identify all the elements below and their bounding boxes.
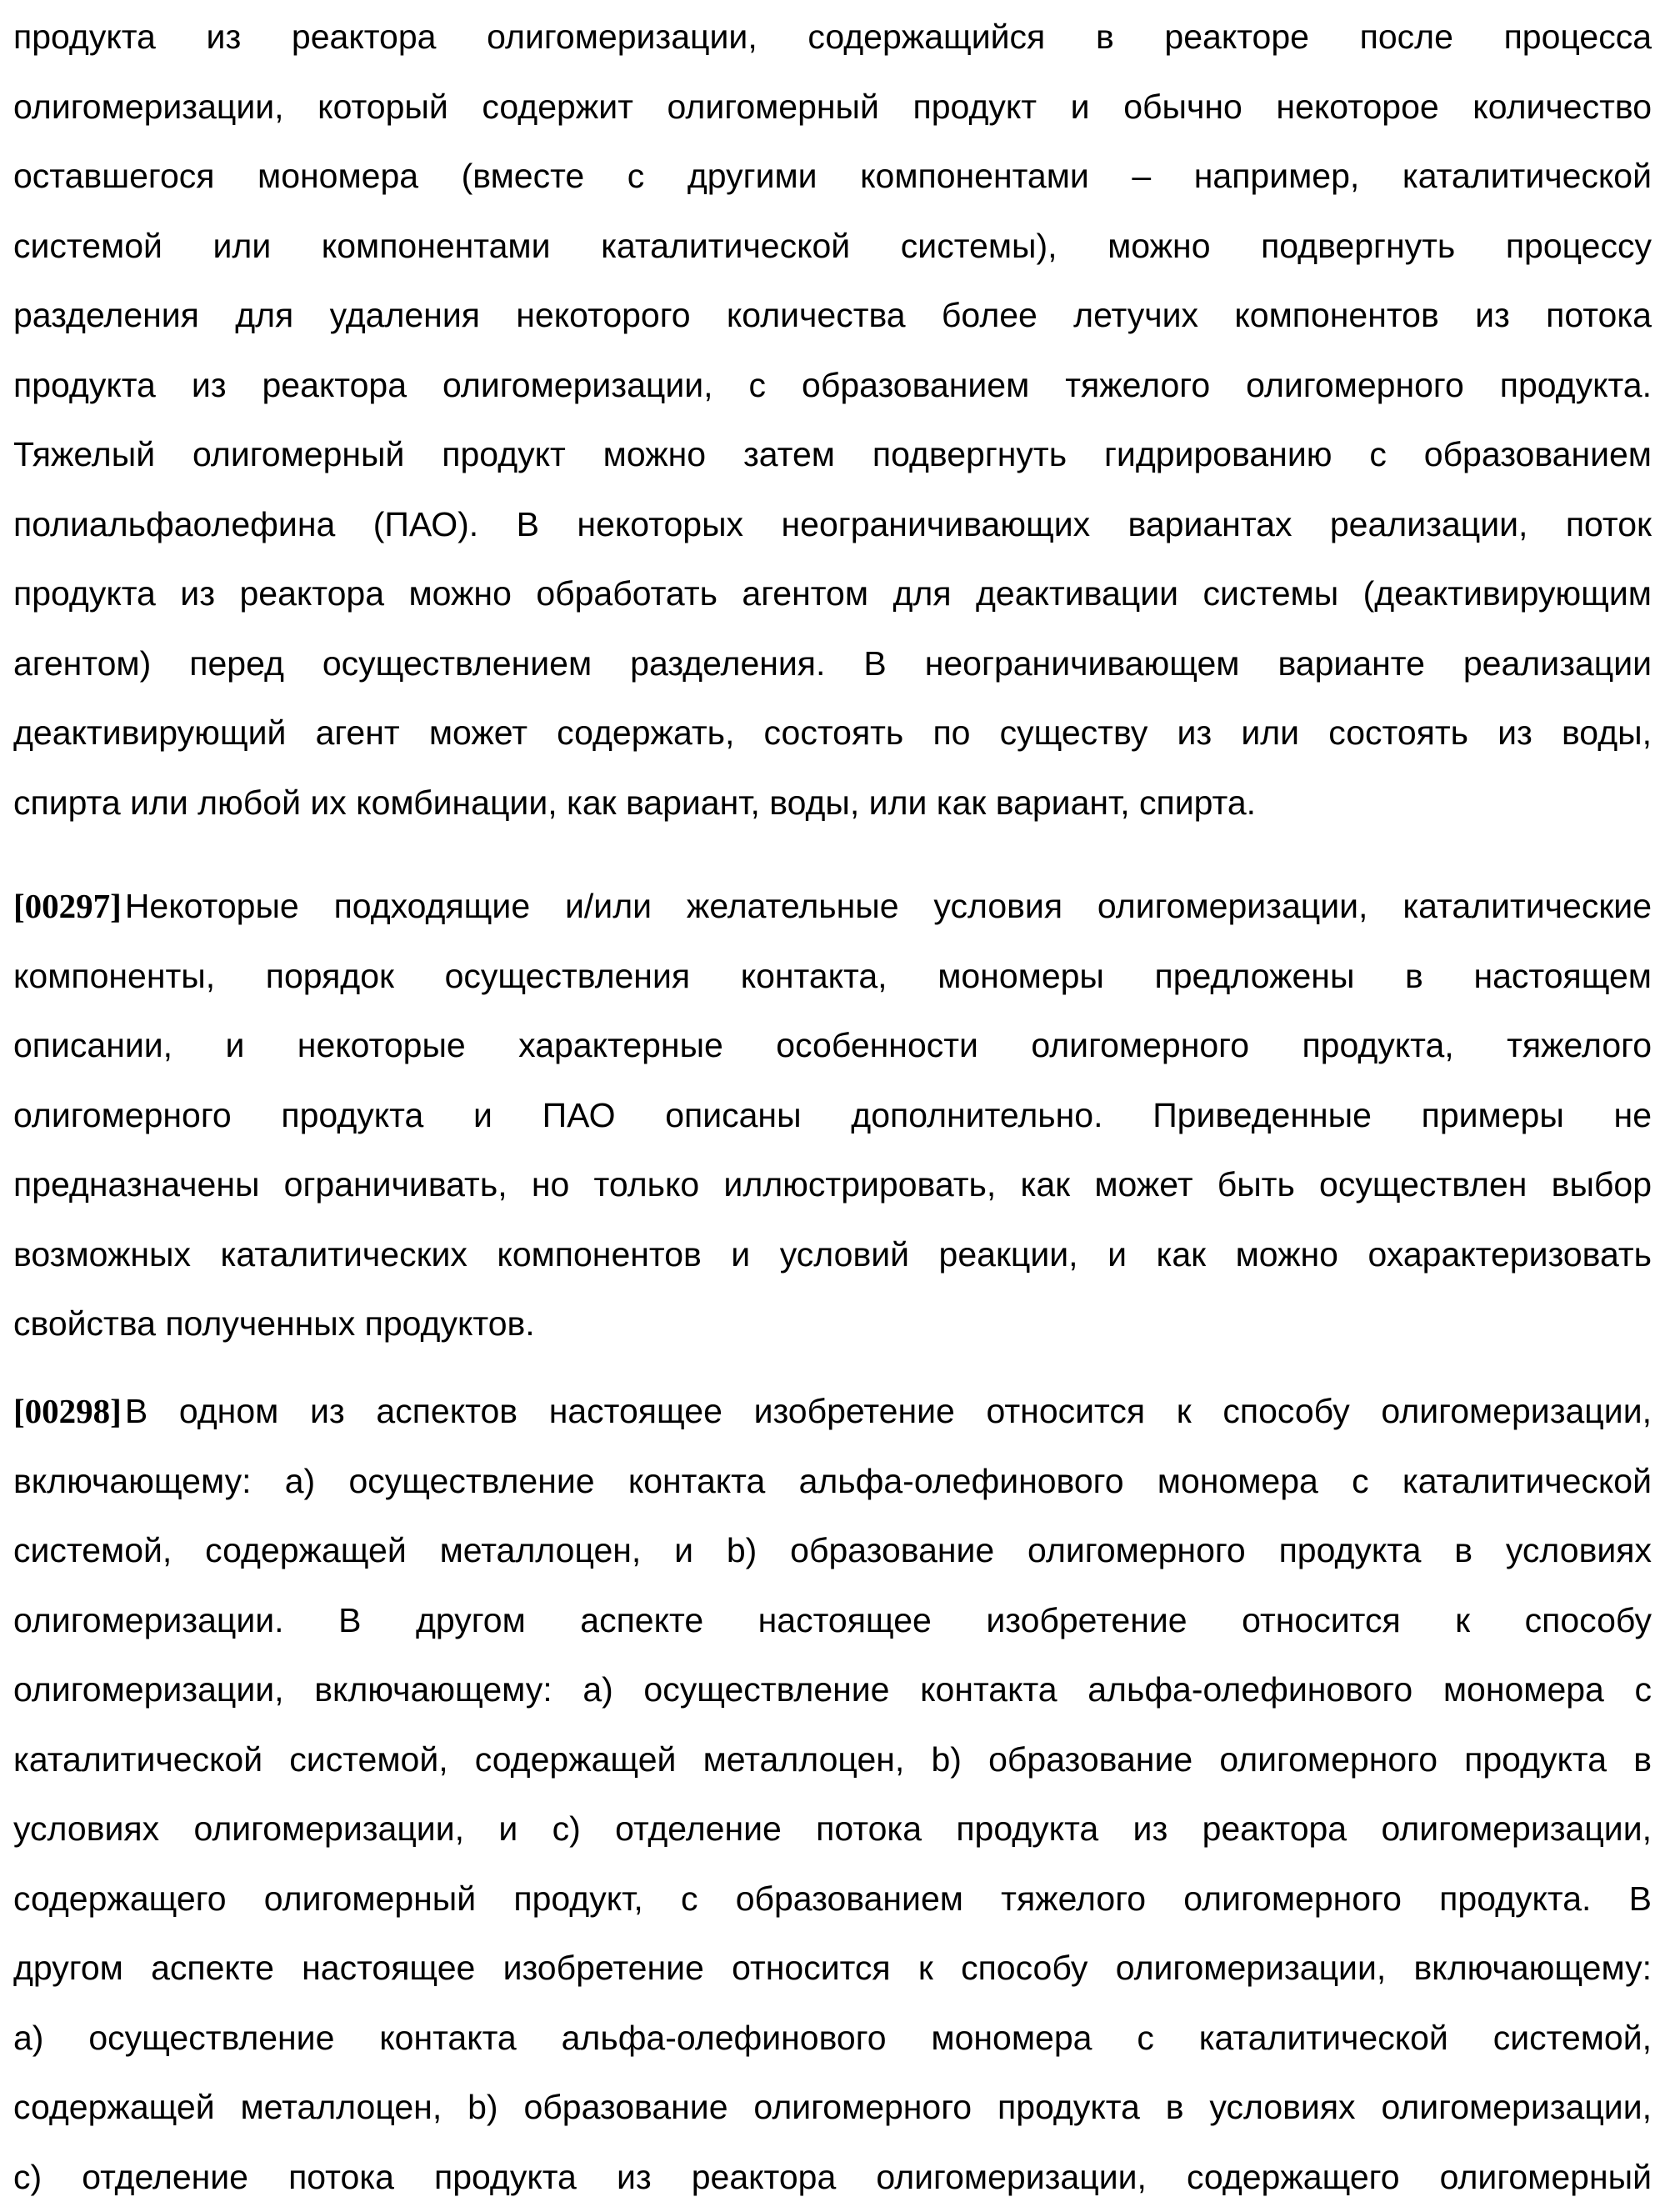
text-line: [13, 1794, 1652, 1864]
text-line: [13, 420, 1652, 490]
line-text: В одном из аспектов настоящее изобретение относится к способу олигомеризации,: [125, 1392, 1652, 1430]
text-line: [13, 212, 1652, 282]
text-line: [13, 1934, 1652, 2004]
line-text: олигомерного продукта и ПАО описаны дополнительно. Приведенные примеры не: [13, 1096, 1652, 1134]
line-text: содержащей металлоцен, b) образование олигомерного продукта в условиях олигомеризации,: [13, 2088, 1652, 2126]
text-line: [13, 1725, 1652, 1795]
text-line: [13, 281, 1652, 351]
line-text: продукта из реактора можно обработать агентом для деактивации системы (деактивирующим: [13, 574, 1652, 613]
text-line: [13, 698, 1652, 768]
line-text: Тяжелый олигомерный продукт можно затем подвергнуть гидрированию с образованием: [13, 435, 1652, 473]
line-text: предназначены ограничивать, но только иллюстрировать, как может быть осуществлен выбор: [13, 1165, 1652, 1204]
line-text: продукта из реактора олигомеризации, содержащийся в реакторе после процесса: [13, 18, 1652, 56]
paragraph-00298: [13, 1377, 1652, 2212]
line-text: Некоторые подходящие и/или желательные условия олигомеризации, каталитические: [125, 887, 1652, 925]
text-line: [13, 559, 1652, 629]
line-text: оставшегося мономера (вместе с другими компонентами – например, каталитической: [13, 157, 1652, 195]
text-line: [13, 2143, 1652, 2212]
line-text: спирта или любой их комбинации, как вариант, воды, или как вариант, спирта.: [13, 783, 1256, 822]
text-line: [13, 872, 1652, 942]
paragraph-number: [00298]: [13, 1392, 122, 1430]
text-line: [13, 1081, 1652, 1151]
text-line: [13, 1864, 1652, 1934]
line-text: содержащего олигомерный продукт, с образованием тяжелого олигомерного продукта. В: [13, 1879, 1652, 1918]
text-line: [13, 1516, 1652, 1586]
paragraph-continuation: [13, 3, 1652, 838]
line-text: компоненты, порядок осуществления контакта, мономеры предложены в настоящем: [13, 957, 1652, 995]
text-line: [13, 1377, 1652, 1447]
text-line: [13, 942, 1652, 1012]
line-text: описании, и некоторые характерные особенности олигомерного продукта, тяжелого: [13, 1026, 1652, 1064]
line-text: олигомеризации, включающему: a) осуществление контакта альфа-олефинового мономера с: [13, 1670, 1652, 1709]
line-text: продукта из реактора олигомеризации, с образованием тяжелого олигомерного продукта.: [13, 366, 1652, 404]
text-line: [13, 1289, 1652, 1359]
text-line: [13, 1011, 1652, 1081]
text-line: [13, 490, 1652, 560]
line-text: агентом) перед осуществлением разделения. В неограничивающем варианте реализации: [13, 644, 1652, 683]
text-line: [13, 1586, 1652, 1656]
line-text: системой или компонентами каталитической системы), можно подвергнуть процессу: [13, 227, 1652, 265]
line-text: включающему: a) осуществление контакта альфа-олефинового мономера с каталитической: [13, 1462, 1652, 1500]
text-line: [13, 3, 1652, 73]
line-text: свойства полученных продуктов.: [13, 1304, 535, 1343]
text-line: [13, 73, 1652, 143]
text-line: [13, 1655, 1652, 1725]
text-line: [13, 629, 1652, 699]
line-text: деактивирующий агент может содержать, состоять по существу из или состоять из воды,: [13, 713, 1652, 752]
text-line: [13, 1220, 1652, 1290]
line-text: полиальфаолефина (ПАО). В некоторых неограничивающих вариантах реализации, поток: [13, 505, 1652, 543]
line-text: условиях олигомеризации, и c) отделение потока продукта из реактора олигомеризации,: [13, 1809, 1652, 1848]
text-line: [13, 2004, 1652, 2074]
line-text: c) отделение потока продукта из реактора олигомеризации, содержащего олигомерный: [13, 2158, 1652, 2196]
line-text: a) осуществление контакта альфа-олефинового мономера с каталитической системой,: [13, 2019, 1652, 2057]
paragraph-00297: [13, 872, 1652, 1359]
text-line: [13, 1150, 1652, 1220]
text-line: [13, 142, 1652, 212]
text-line: [13, 1447, 1652, 1517]
line-text: олигомеризации. В другом аспекте настоящее изобретение относится к способу: [13, 1601, 1652, 1639]
line-text: системой, содержащей металлоцен, и b) образование олигомерного продукта в условиях: [13, 1531, 1652, 1569]
text-line: [13, 2073, 1652, 2143]
line-text: разделения для удаления некоторого количества более летучих компонентов из потока: [13, 296, 1652, 334]
line-text: возможных каталитических компонентов и условий реакции, и как можно охарактеризовать: [13, 1235, 1652, 1274]
text-line: [13, 351, 1652, 421]
line-text: олигомеризации, который содержит олигомерный продукт и обычно некоторое количество: [13, 88, 1652, 126]
paragraph-number: [00297]: [13, 887, 122, 925]
line-text: каталитической системой, содержащей металлоцен, b) образование олигомерного продукта в: [13, 1740, 1652, 1779]
line-text: другом аспекте настоящее изобретение относится к способу олигомеризации, включающему:: [13, 1949, 1652, 1987]
text-line: [13, 768, 1652, 838]
